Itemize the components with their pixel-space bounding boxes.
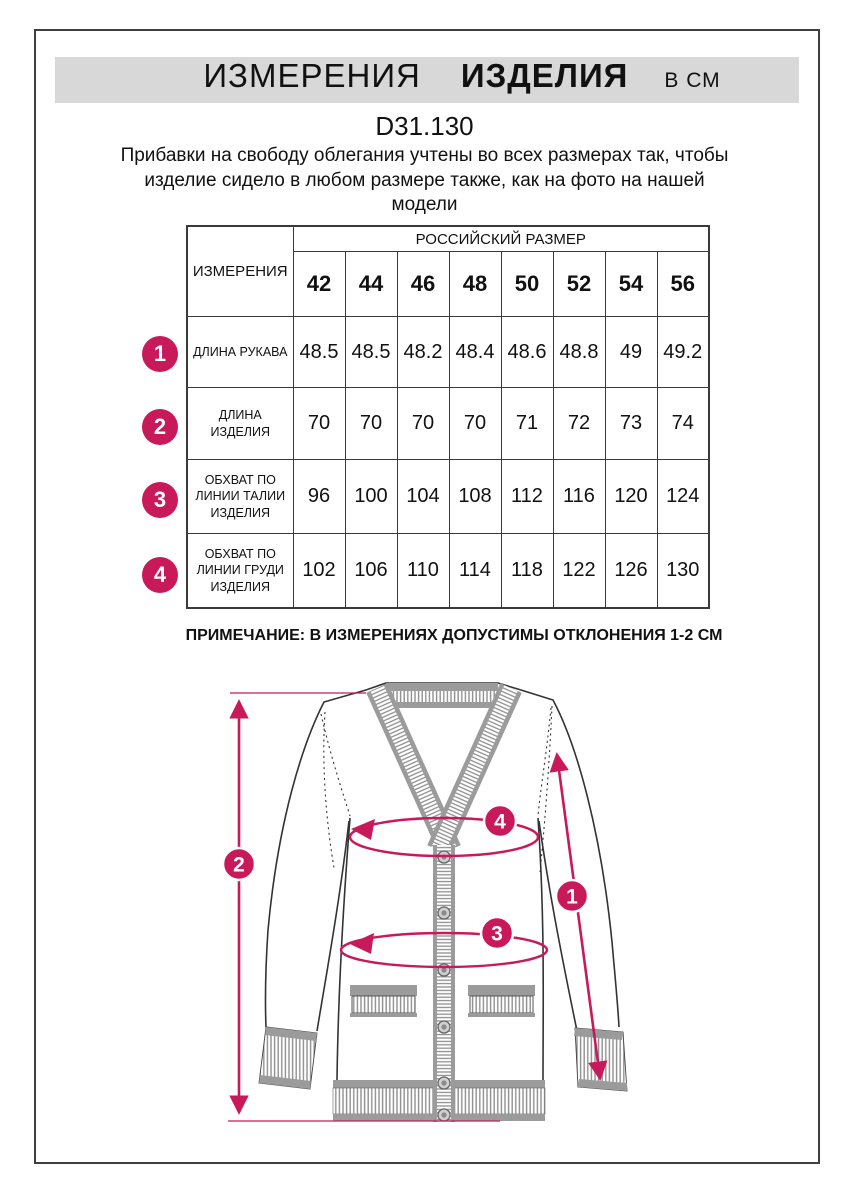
measurement-value: 70 bbox=[293, 388, 345, 460]
measurement-value: 48.8 bbox=[553, 317, 605, 388]
marker-3 bbox=[481, 917, 513, 949]
measurement-value: 122 bbox=[553, 534, 605, 609]
size-header-cell: 44 bbox=[345, 252, 397, 317]
measurement-value: 96 bbox=[293, 460, 345, 534]
measurement-value: 48.4 bbox=[449, 317, 501, 388]
row-number-badge: 4 bbox=[142, 557, 178, 593]
row-number-badge: 3 bbox=[142, 482, 178, 518]
measurement-value: 112 bbox=[501, 460, 553, 534]
size-header-cell: 56 bbox=[657, 252, 709, 317]
pocket-left bbox=[350, 985, 417, 1017]
tolerance-note: ПРИМЕЧАНИЕ: В ИЗМЕРЕНИЯХ ДОПУСТИМЫ ОТКЛОНЕНИЯ 1-2 СМ bbox=[185, 627, 723, 644]
cuff-left bbox=[259, 1027, 317, 1089]
measurement-value: 71 bbox=[501, 388, 553, 460]
measurement-value: 72 bbox=[553, 388, 605, 460]
size-header-cell: 54 bbox=[605, 252, 657, 317]
russian-size-header: РОССИЙСКИЙ РАЗМЕР bbox=[293, 226, 709, 252]
measurement-label: ОБХВАТ ПО ЛИНИИ ТАЛИИ ИЗДЕЛИЯ bbox=[187, 460, 293, 534]
measurement-value: 70 bbox=[449, 388, 501, 460]
page-title: ИЗМЕРЕНИЯ bbox=[203, 57, 421, 94]
measurement-value: 106 bbox=[345, 534, 397, 609]
pocket-right bbox=[468, 985, 535, 1017]
svg-text:1: 1 bbox=[566, 885, 578, 909]
marker-4 bbox=[484, 805, 516, 837]
product-code: D31.130 bbox=[375, 111, 474, 141]
chest-arrowhead bbox=[351, 819, 375, 840]
marker-2 bbox=[223, 848, 255, 880]
measurement-value: 114 bbox=[449, 534, 501, 609]
measurement-value: 73 bbox=[605, 388, 657, 460]
size-header-cell: 52 bbox=[553, 252, 605, 317]
measurement-value: 48.6 bbox=[501, 317, 553, 388]
description-line: модели bbox=[391, 194, 458, 215]
measurement-value: 108 bbox=[449, 460, 501, 534]
size-header-cell: 48 bbox=[449, 252, 501, 317]
measurement-value: 49 bbox=[605, 317, 657, 388]
page-title-bold: ИЗДЕЛИЯ bbox=[460, 57, 629, 94]
size-header-cell: 50 bbox=[501, 252, 553, 317]
measurement-value: 48.5 bbox=[293, 317, 345, 388]
measurement-value: 126 bbox=[605, 534, 657, 609]
cuff-right bbox=[574, 1028, 627, 1091]
svg-text:3: 3 bbox=[491, 922, 503, 946]
svg-text:4: 4 bbox=[494, 810, 506, 834]
measurement-value: 48.2 bbox=[397, 317, 449, 388]
measurement-value: 70 bbox=[397, 388, 449, 460]
measurement-value: 74 bbox=[657, 388, 709, 460]
measurement-value: 124 bbox=[657, 460, 709, 534]
measurement-value: 70 bbox=[345, 388, 397, 460]
measurement-value: 49.2 bbox=[657, 317, 709, 388]
measurement-value: 100 bbox=[345, 460, 397, 534]
button-placket bbox=[433, 845, 455, 1122]
size-header-cell: 42 bbox=[293, 252, 345, 317]
measurement-value: 110 bbox=[397, 534, 449, 609]
measurements-column-header: ИЗМЕРЕНИЯ bbox=[187, 226, 293, 317]
description-line: Прибавки на свободу облегания учтены во всех размерах так, чтобы bbox=[120, 145, 729, 166]
svg-text:2: 2 bbox=[233, 853, 245, 877]
measurement-value: 102 bbox=[293, 534, 345, 609]
page-title-units: В СМ bbox=[664, 69, 721, 92]
description-line: изделие сидело в любом размере также, как на фото на нашей bbox=[144, 169, 705, 191]
measurement-value: 130 bbox=[657, 534, 709, 609]
measurement-label: ОБХВАТ ПО ЛИНИИ ГРУДИ ИЗДЕЛИЯ bbox=[187, 534, 293, 609]
measurement-value: 104 bbox=[397, 460, 449, 534]
marker-1 bbox=[556, 880, 588, 912]
neckband-back bbox=[386, 683, 498, 708]
row-number-badge: 1 bbox=[142, 336, 178, 372]
measurement-label: ДЛИНА РУКАВА bbox=[187, 317, 293, 388]
size-header-cell: 46 bbox=[397, 252, 449, 317]
measurement-value: 116 bbox=[553, 460, 605, 534]
measurement-value: 48.5 bbox=[345, 317, 397, 388]
measurement-value: 118 bbox=[501, 534, 553, 609]
measurement-value: 120 bbox=[605, 460, 657, 534]
row-number-badge: 2 bbox=[142, 409, 178, 445]
waist-arrowhead bbox=[350, 933, 374, 954]
measurement-label: ДЛИНА ИЗДЕЛИЯ bbox=[187, 388, 293, 460]
